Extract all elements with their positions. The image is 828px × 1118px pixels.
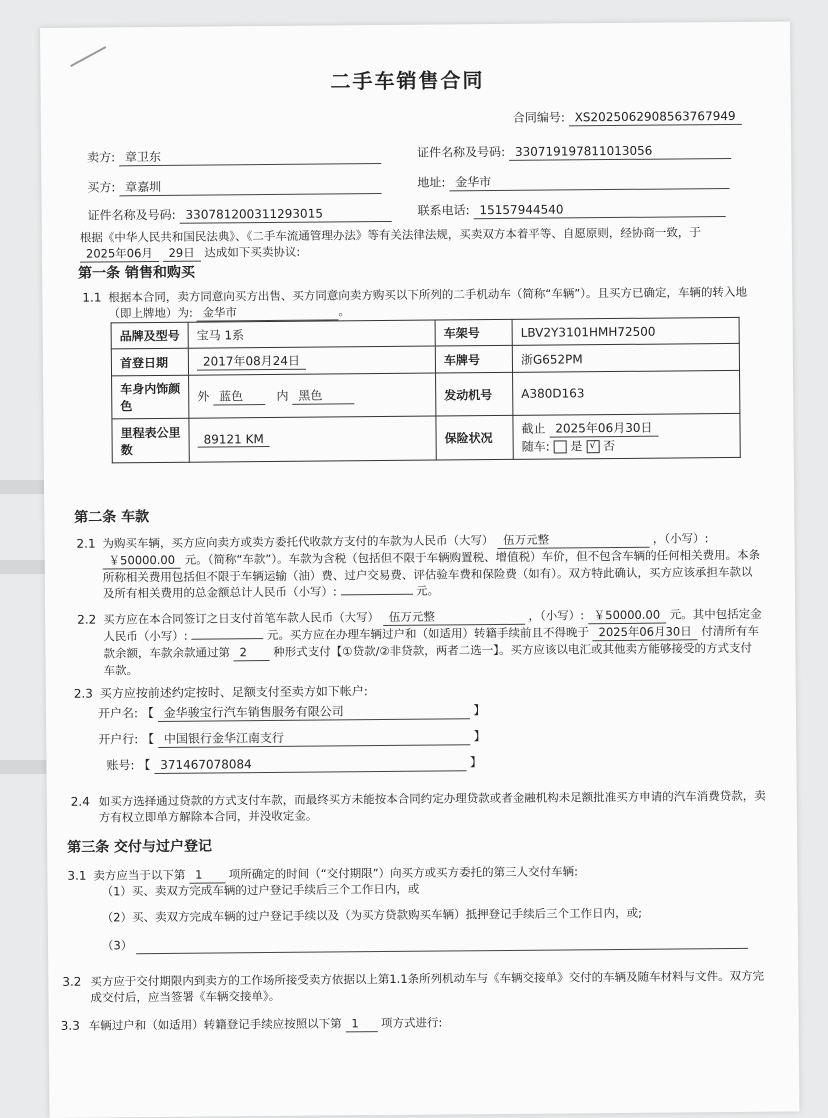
clause-2-4-number: 2.4 xyxy=(70,794,90,809)
address-line: 地址: 金华市 xyxy=(417,172,729,192)
account-bank: 中国银行金华江南支行 xyxy=(158,728,470,748)
table-row: 品牌及型号 宝马 1系 车架号 LBV2Y3101HMH72500 xyxy=(111,317,739,348)
address-value: 金华市 xyxy=(449,172,729,191)
plate-number: 浙G652PM xyxy=(512,343,739,372)
clause-3-1-option-1: （1）买、卖双方完成车辆的过户登记手续后三个工作日内，或 xyxy=(101,881,420,899)
clause-3-2-number: 3.2 xyxy=(62,974,82,989)
phone-value: 15157944540 xyxy=(473,200,725,219)
document-title: 二手车销售合同 xyxy=(330,68,485,94)
clause-3-1-number: 3.1 xyxy=(67,868,87,883)
table-row: 首登日期 2017年08月24日 车牌号 浙G652PM xyxy=(111,343,739,375)
contract-paper xyxy=(40,21,799,1118)
buyer-name: 章嘉圳 xyxy=(119,177,381,196)
clause-2-2-number: 2.2 xyxy=(77,612,97,627)
account-number-line: 账号: 【 371467078084 】 xyxy=(106,755,483,773)
clause-3-3: 车辆过户和（如适用）转籍登记手续应按照以下第 1 项方式进行: xyxy=(88,1015,443,1033)
staple-mark xyxy=(70,46,106,67)
clause-3-2: 买方应于交付期限内到卖方的工作场所接受卖方依据以上第1.1条所列机动车与《车辆交接单》交付的车辆及随车材料与文件。双方完成交付后，应当签署《车辆交接单》。 xyxy=(90,968,765,1005)
clause-3-1-option-3: （3） xyxy=(102,932,748,955)
clause-3-1: 卖方应当于以下第 1 项所确定的时间（“交付期限”）向买方或买方委托的第三人交付车辆: xyxy=(93,864,579,883)
article-2-heading: 第二条 车款 xyxy=(74,509,150,526)
phone-line: 联系电话: 15157944540 xyxy=(418,200,726,220)
clause-1-1: 根据本合同，卖方同意向买方出售、买方同意向卖方购买以下所列的二手机动车（简称“车辆”）。且买方已确定，车辆的转入地（即上牌地）为: 金华市 。 xyxy=(108,284,748,321)
vehicle-brand: 宝马 1系 xyxy=(188,320,435,348)
table-row: 车身内饰颜色 外 蓝色 内 黑色 发动机号 A380D163 xyxy=(112,370,740,418)
clause-3-3-number: 3.3 xyxy=(60,1018,80,1033)
clause-2-1: 为购买车辆，买方应向卖方或卖方委托代收款方支付的车款为人民币（大写） 伍万元整 ，（小写）: ￥50000.00 元。（简称“车款”）。车款为含税（包括但不限于车辆购置税、增值税）车价，但不包含车辆的任何相关费用。本条所称相关费用包括但不限于车辆运输（油）费、过户交易费、评估验车费和保险费（如有）。双方特此确认，买方应该承担车款以及所有相关费用的总金额总计人民币（小写）: 元。 xyxy=(102,531,761,601)
article-1-heading: 第一条 销售和购买 xyxy=(78,264,196,282)
clause-2-1-number: 2.1 xyxy=(76,536,96,551)
clause-2-4: 如买方选择通过贷款的方式支付车款，而最终买方未能按本合同约定办理贷款或者金融机构未足额批准买方申请的汽车消费贷款，卖方有权立即单方解除本合同，并没收定金。 xyxy=(98,788,766,825)
mileage-value: 89121 KM xyxy=(198,432,270,448)
clause-3-1-option-2: （2）买、卖双方完成车辆的过户登记手续以及（为买方贷款购买车辆）抵押登记手续后三个工作日内，或; xyxy=(101,905,642,925)
engine-number: A380D163 xyxy=(513,370,740,415)
seller-id-line: 证件名称及号码: 330719197811013056 xyxy=(417,142,731,162)
buyer-line: 买方: 章嘉圳 xyxy=(87,177,381,197)
first-registration-date: 2017年08月24日 xyxy=(197,352,306,371)
clause-1-1-number: 1.1 xyxy=(82,290,102,305)
clause-2-3: 买方应按前述约定按时、足额支付至卖方如下帐户: xyxy=(99,684,368,701)
seller-line: 卖方: 章卫东 xyxy=(87,147,381,167)
vehicle-info-table xyxy=(111,317,741,463)
table-row: 里程表公里数 89121 KM 保险状况 截止 2025年06月30日 随车: 是 √ 否 xyxy=(112,413,740,462)
seller-id: 330719197811013056 xyxy=(509,142,731,161)
vehicle-vin: LBV2Y3101HMH72500 xyxy=(512,317,739,345)
account-name: 金华骏宝行汽车销售服务有限公司 xyxy=(158,702,470,722)
account-bank-line: 开户行: 【 中国银行金华江南支行 】 xyxy=(98,729,486,747)
checkbox-no[interactable]: √ xyxy=(586,440,599,453)
contract-number: 合同编号: XS2025062908563767949 xyxy=(513,108,742,127)
interior-color: 黑色 xyxy=(292,386,354,405)
buyer-id: 330781200311293015 xyxy=(179,205,391,224)
seller-name: 章卫东 xyxy=(119,147,381,166)
account-number: 371467078084 xyxy=(154,754,466,774)
intro-paragraph: 根据《中华人民共和国民法典》、《二手车流通管理办法》等有关法律法规，买卖双方本着平等、自愿原则，经协商一致，于 2025年06月 29日 达成如下买卖协议: xyxy=(80,224,760,263)
article-3-heading: 第三条 交付与过户登记 xyxy=(67,838,213,856)
clause-2-3-number: 2.3 xyxy=(73,686,93,701)
contract-number-value: XS2025062908563767949 xyxy=(569,108,742,127)
clause-2-2: 买方应在本合同签订之日支付首笔车款人民币（大写） 伍万元整 ，（小写）: ￥50000.00 元。其中包括定金人民币（小写）: 元。买方应在办理车辆过户和（如适用）转籍手续前且不得晚于 2025年06月30日 付清所有车款余额，车款余款通过第 2 种形式支付【①贷款/②非贷款，两者二选一】。买方应该以电汇或其他卖方能够接受的方式支付车款。 xyxy=(103,606,762,678)
account-name-line: 开户名: 【 金华骏宝行汽车销售服务有限公司 】 xyxy=(97,703,486,721)
exterior-color: 蓝色 xyxy=(213,387,265,405)
checkbox-yes[interactable] xyxy=(553,440,566,453)
buyer-id-line: 证件名称及号码: 330781200311293015 xyxy=(88,205,392,225)
insurance-expiry: 2025年06月30日 xyxy=(549,419,658,438)
registration-city: 金华市 xyxy=(196,303,338,321)
